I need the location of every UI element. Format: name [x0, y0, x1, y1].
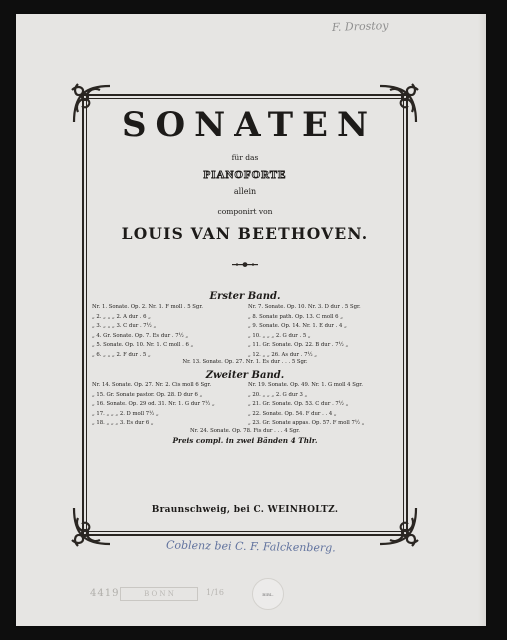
list-item	[92, 410, 398, 419]
divider-ornament-icon	[232, 258, 258, 272]
allein-text: allein	[233, 187, 257, 196]
left-column-entry: „ 17. „ „ „ 2. D moll 7½ „	[92, 410, 159, 417]
right-column-entry: „ 20. „ „ „ 2. G dur 3 „	[248, 391, 308, 398]
left-column-entry: „ 2. „ „ „ 2. A dur . 6 „	[92, 313, 151, 320]
right-column-entry: „ 21. Gr. Sonate. Op. 53. C dur . 7½ „	[248, 401, 349, 407]
right-column-entry: „ 10. „ „ „ 2. G dur . 5 „	[248, 332, 311, 339]
library-label: B O N N	[120, 587, 198, 601]
publisher-line: Braunschweig, bei C. WEINHOLTZ.	[151, 505, 339, 515]
handwritten-annotation: F. Drostoy	[331, 19, 389, 34]
shelf-mark: 1/16	[206, 588, 224, 597]
catalog-number: 4419	[90, 588, 120, 599]
left-column-entry: „ 16. Sonate. Op. 29 od. 31. Nr. 1. G dur 7½ „	[92, 401, 215, 407]
right-column-entry: Nr. 19. Sonate. Op. 49. Nr. 1. G moll 4 Sgr.	[248, 382, 363, 388]
right-column-entry: „ 12. „ „ 26. As dur . 7½ „	[248, 351, 318, 358]
list-item: Nr. 24. Sonate. Op. 78. Fis dur . . . 4 Sgr.	[190, 428, 300, 434]
library-seal-icon: BIBL.	[252, 578, 284, 610]
left-column-entry: „ 18. „ „ „ 3. Es dur 6 „	[92, 420, 154, 426]
left-column-entry: Nr. 1. Sonate. Op. 2. Nr. 1. F moll . 5 Sgr.	[92, 304, 203, 310]
zweiter-band-heading: Zweiter Band.	[205, 370, 285, 381]
composer-name: LOUIS VAN BEETHOVEN.	[121, 224, 369, 243]
list-item	[92, 381, 398, 390]
left-column-entry: „ 6. „ „ „ 2. F dur . 5 „	[92, 351, 151, 358]
right-column-entry: „ 8. Sonate path. Op. 13. C moll 6 „	[248, 313, 343, 320]
dealer-stamp: Coblenz bei C. F. Falckenberg.	[165, 538, 336, 555]
list-item: Nr. 13. Sonate. Op. 27. Nr. 1. Es dur . . . 5 Sgr.	[182, 359, 308, 365]
erster-band-heading: Erster Band.	[209, 291, 281, 302]
left-column-entry: „ 5. Sonate. Op. 10. Nr. 1. C moll . 6 „	[92, 342, 194, 348]
right-column-entry: „ 9. Sonate. Op. 14. Nr. 1. E dur . 4 „	[248, 323, 347, 329]
right-column-entry: „ 11. Gr. Sonate. Op. 22. B dur . 7½ „	[248, 342, 349, 348]
componirt-von-text: componirt von	[217, 207, 273, 216]
list-item	[92, 303, 398, 312]
list-item	[92, 341, 398, 350]
price-line: Preis compl. in zwei Bänden 4 Thlr.	[172, 436, 318, 445]
instrument-title: PIANOFORTE	[203, 169, 287, 181]
list-item	[92, 313, 398, 322]
list-item	[92, 332, 398, 341]
left-column-entry: „ 15. Gr. Sonate pastor. Op. 28. D dur 6 „	[92, 391, 203, 398]
left-column-entry: „ 4. Gr. Sonate. Op. 7. Es dur . 7½ „	[92, 332, 189, 339]
list-item	[92, 400, 398, 409]
list-item	[92, 322, 398, 331]
left-column-entry: Nr. 14. Sonate. Op. 27. Nr. 2. Cis moll 6 Sgr.	[92, 382, 212, 388]
main-title: SONATEN	[121, 105, 378, 145]
right-column-entry: „ 23. Gr. Sonate appas. Op. 57. F moll 7½ „	[248, 420, 365, 426]
list-item	[92, 391, 398, 400]
left-column-entry: „ 3. „ „ „ 3. C dur . 7½ „	[92, 323, 157, 329]
right-column-entry: „ 22. Sonate. Op. 54. F dur . . 4 „	[248, 410, 337, 417]
fur-das-text: für das	[231, 153, 259, 162]
right-column-entry: Nr. 7. Sonate. Op. 10. Nr. 3. D dur . 5 Sgr.	[248, 304, 361, 310]
